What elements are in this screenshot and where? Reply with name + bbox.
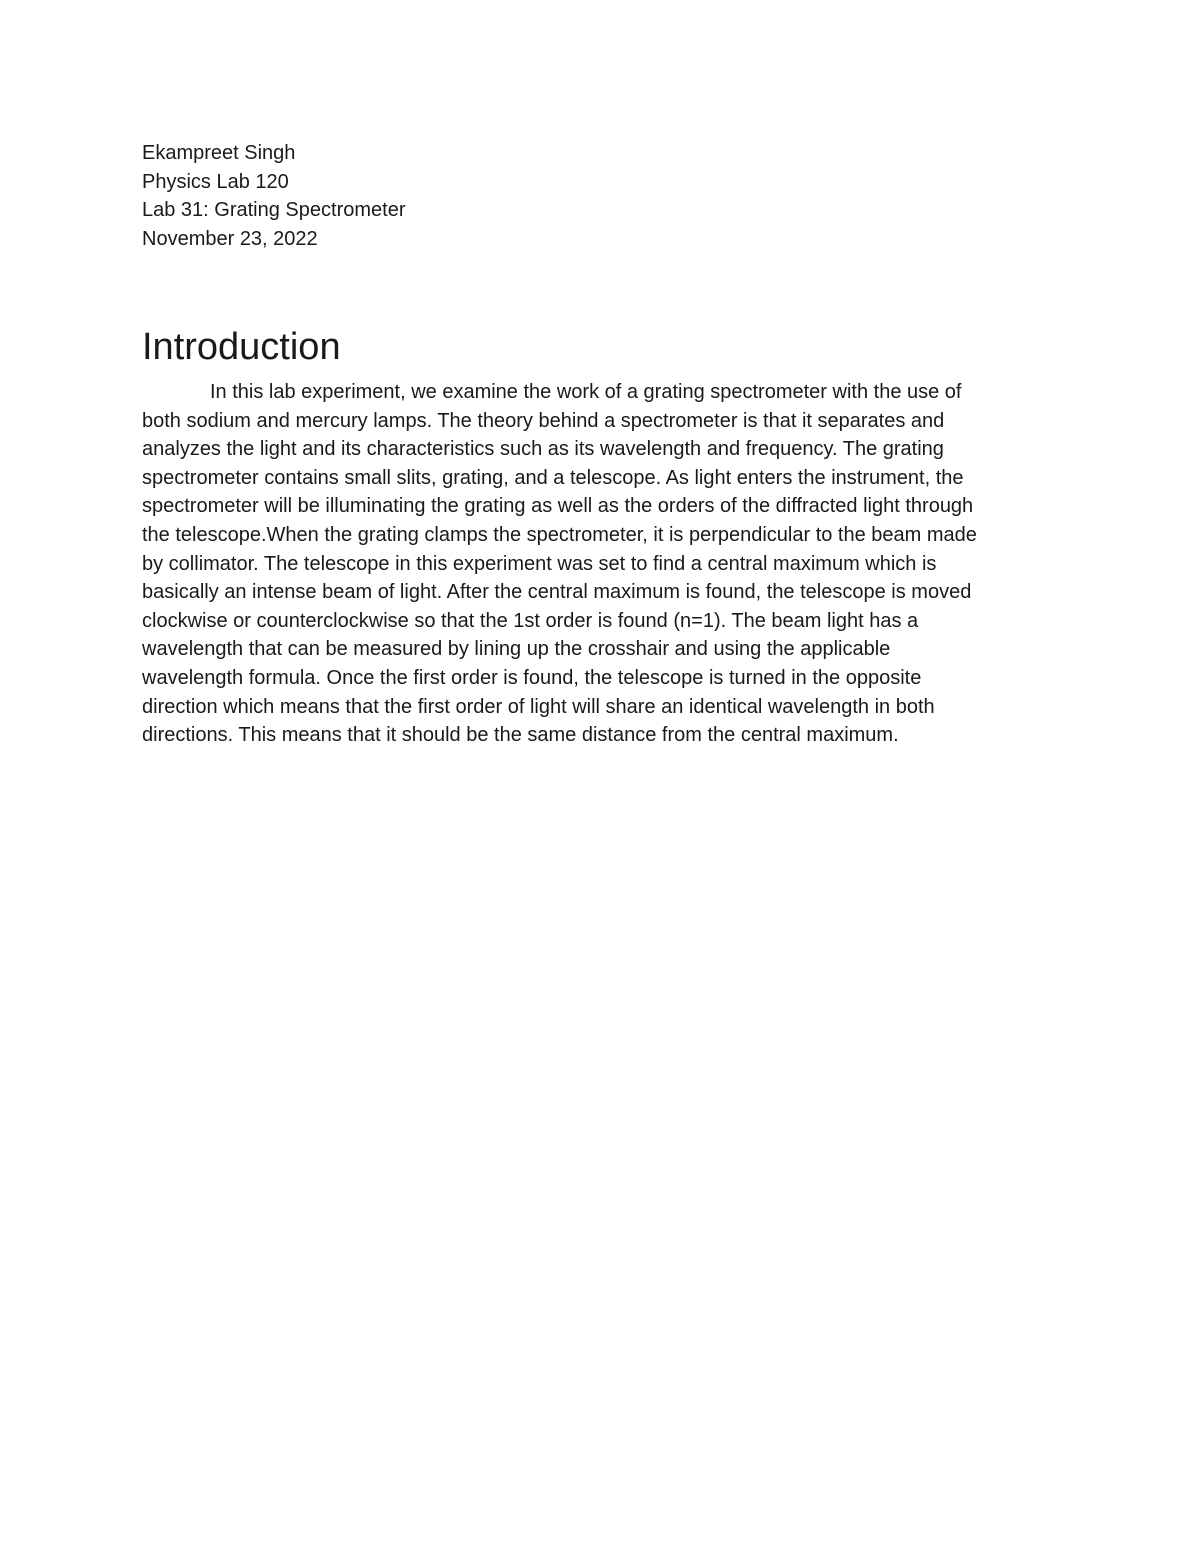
paragraph-line: wavelength that can be measured by lining up the crosshair and using the applicable [142, 638, 891, 661]
paragraph-line: directions. This means that it should be the same distance from the central maximum. [142, 724, 899, 747]
paragraph-line: spectrometer contains small slits, grating, and a telescope. As light enters the instrument, the [142, 466, 964, 489]
paragraph-line: the telescope.When the grating clamps the spectrometer, it is perpendicular to the beam made [142, 523, 977, 546]
lab-title: Lab 31: Grating Spectrometer [142, 199, 406, 222]
report-date: November 23, 2022 [142, 227, 318, 250]
paragraph-line: clockwise or counterclockwise so that the 1st order is found (n=1). The beam light has a [142, 609, 919, 632]
introduction-paragraph [142, 378, 1048, 750]
paragraph-line: both sodium and mercury lamps. The theory behind a spectrometer is that it separates and [142, 409, 945, 432]
paragraph-line: spectrometer will be illuminating the grating as well as the orders of the diffracted light through [142, 495, 974, 518]
paragraph-line: basically an intense beam of light. After the central maximum is found, the telescope is moved [142, 581, 972, 604]
paragraph-line: wavelength formula. Once the first order is found, the telescope is turned in the opposite [142, 666, 922, 689]
document-header [142, 139, 1042, 253]
paragraph-line: direction which means that the first order of light will share an identical wavelength in both [142, 695, 935, 718]
paragraph-line: In this lab experiment, we examine the work of a grating spectrometer with the use of [210, 381, 962, 403]
paragraph-line: by collimator. The telescope in this experiment was set to find a central maximum which is [142, 552, 937, 575]
paragraph-line: analyzes the light and its characteristics such as its wavelength and frequency. The grating [142, 438, 944, 461]
author-name: Ekampreet Singh [142, 142, 296, 164]
introduction-heading: Introduction [142, 326, 341, 368]
course-name: Physics Lab 120 [142, 170, 289, 193]
